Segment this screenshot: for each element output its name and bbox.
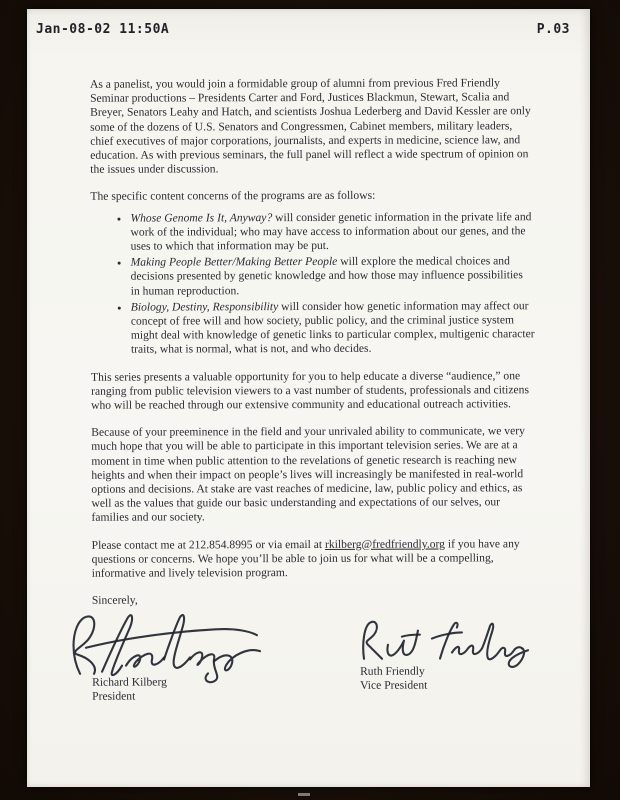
paragraph-contact [92, 537, 536, 581]
contact-text-after: if you have any questions or concerns. We hope you’ll be able to join us for what will be a compelling, informative and lively television program. [91, 536, 520, 580]
program-bullet [131, 299, 535, 357]
signer-title: Vice President [360, 678, 428, 692]
letter-body [26, 36, 591, 704]
fax-timestamp: Jan-08-02 11:50A [36, 22, 170, 37]
signer-title: President [92, 689, 136, 703]
program-title: Whose Genome Is It, Anyway? [130, 210, 273, 225]
scan-artifact [298, 793, 310, 796]
program-title: Making People Better/Making Better People [130, 255, 338, 269]
scanned-page [27, 9, 590, 787]
paragraph-programs-intro: The specific content concerns of the programs are as follows: [90, 189, 376, 204]
program-description: will explore the medical choices and decisions presented by genetic knowledge and how those may influence possibilities in human reproduction. [130, 254, 523, 298]
signature-richard-kilberg-icon [64, 607, 294, 686]
program-description: will consider genetic information in the private life and work of the individual; who may have access to information about our genes, and the uses to which that information may be put. [130, 209, 532, 253]
signer-ruth-friendly [360, 606, 536, 703]
fax-page-number: P.03 [536, 22, 570, 37]
program-description: will consider how genetic information may affect our concept of free will and how society, public policy, and the criminal justice system might deal with knowledge of genetic links to particular complex, multigenic character traits, what is normal, what is not, and who decides. [130, 299, 535, 357]
signer-name: Ruth Friendly [360, 664, 425, 678]
program-title: Biology, Destiny, Responsibility [130, 299, 279, 314]
contact-text-before: Please contact me at 212.854.8995 or via email at [91, 537, 326, 552]
signature-block [92, 606, 536, 704]
program-bullet [131, 254, 535, 298]
program-list [90, 210, 535, 358]
signer-name: Richard Kilberg [92, 674, 167, 689]
fax-header [27, 9, 590, 37]
program-bullet [130, 210, 534, 254]
signer-richard-kilberg [92, 606, 348, 703]
paragraph-audience: This series presents a valuable opportunity for you to help educate a diverse “audience,” one ranging from public television viewers to a vast number of students, professionals and citizens who will be reached through our extensive community and educational outreach activities. [91, 368, 529, 412]
email-address: rkilberg@fredfriendly.org [325, 537, 445, 551]
paragraph-panelists: As a panelist, you would join a formidable group of alumni from previous Fred Friendly Seminar productions – Presidents Carter and Ford, Justices Blackmun, Stewart, Scalia and Breyer, Senators Leahy and Hatch, and scientists Joshua Lederberg and David Kessler are only some of the dozens of U.S. Senators and Congressmen, Cabinet members, military leaders, chief executives of major corporations, journalists, and experts in medicine, science law, and education. As with previous seminars, the full panel will reflect a wide spectrum of opinion on the issues under discussion. [89, 76, 531, 176]
paragraph-invitation: Because of your preeminence in the field and your unrivaled ability to communicate, we very much hope that you will be able to participate in this important television series. We are at a moment in time when public attention to the revelations of genetic research is reaching new heights and when their impact on people’s lives will increasingly be manifested in real-world options and decisions. At stake are vast reaches of medicine, law, public policy and ethics, as well as the values that guide our basic understanding and expectations of our selves, our families and our society. [91, 424, 525, 525]
closing-salutation: Sincerely, [91, 593, 138, 608]
